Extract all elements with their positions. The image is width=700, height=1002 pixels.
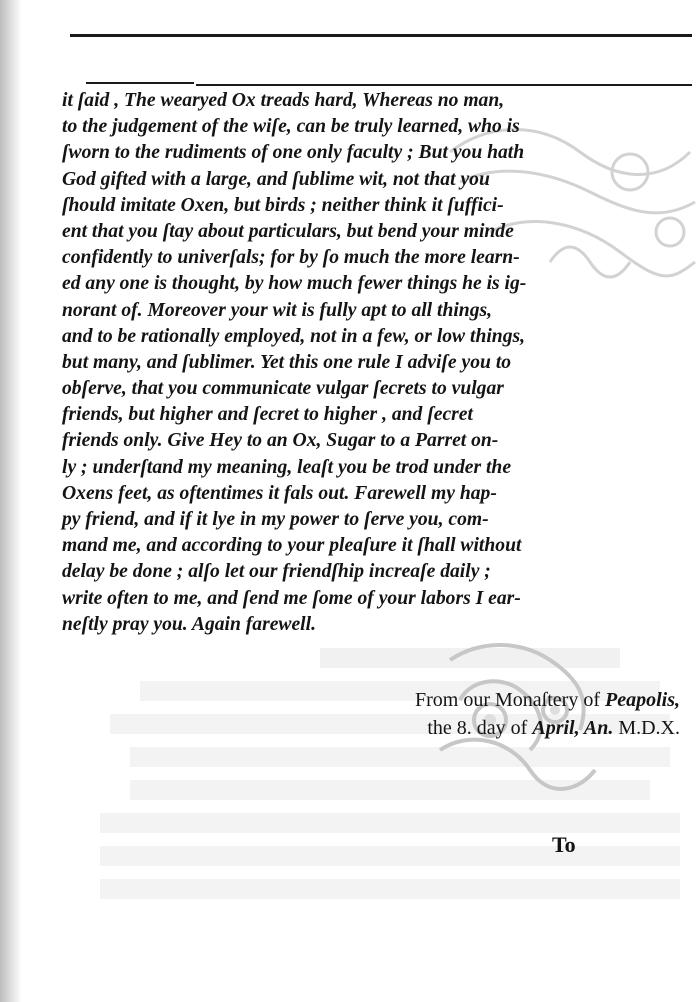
page-edge-shadow	[0, 0, 22, 1002]
text-line: norant of. Moreover your wit is fully apt to all things,	[62, 299, 493, 321]
letter-body	[62, 88, 682, 638]
text-line: it ſaid , The wearyed Ox treads hard, Whereas no man,	[62, 90, 505, 111]
text-line: confidently to univerſals; for by ſo much the more learn-	[62, 247, 520, 269]
header-rule-right	[196, 84, 692, 86]
text-line: mand me, and according to your pleaſure it ſhall without	[62, 535, 522, 557]
text-line: God gifted with a large, and ſublime wit, not that you	[62, 168, 490, 190]
text-line: friends, but higher and ſecret to higher , and ſecret	[62, 404, 473, 426]
dateline-place-italic: Peapolis,	[605, 689, 680, 711]
top-rule	[70, 34, 692, 37]
text-line: ſhould imitate Oxen, but birds ; neither think it ſuffici-	[62, 194, 504, 216]
text-line: write often to me, and ſend me ſome of your labors I ear-	[62, 587, 521, 609]
catchword: To	[552, 832, 576, 857]
dateline-date-prefix: the 8. day of	[427, 717, 533, 739]
text-line: py friend, and if it lye in my power to ſerve you, com-	[62, 509, 489, 530]
dateline	[230, 686, 680, 742]
text-line: and to be rationally employed, not in a few, or low things,	[62, 325, 526, 347]
text-line: to the judgement of the wiſe, can be truly learned, who is	[62, 116, 520, 138]
text-line: ent that you ſtay about particulars, but bend your minde	[62, 220, 514, 242]
text-line: neſtly pray you. Again farewell.	[62, 613, 316, 635]
dateline-date	[230, 714, 680, 742]
text-line: friends only. Give Hey to an Ox, Sugar to a Parret on-	[62, 430, 499, 452]
text-line: delay be done ; alſo let our friendſhip increaſe daily ;	[62, 561, 491, 583]
dateline-date-suffix: M.D.X.	[613, 717, 680, 739]
dateline-place	[230, 686, 680, 714]
text-line: obſerve, that you communicate vulgar ſecrets to vulgar	[62, 378, 504, 400]
text-line: ſworn to the rudiments of one only faculty ; But you hath	[62, 142, 525, 164]
text-line: ed any one is thought, by how much fewer things he is ig-	[62, 273, 527, 295]
header-rule-left	[86, 82, 194, 84]
dateline-date-italic: April, An.	[532, 717, 614, 739]
text-line: Oxens feet, as oftentimes it fals out. Farewell my hap-	[62, 482, 497, 504]
text-line: ly ; underſtand my meaning, leaſt you be trod under the	[62, 456, 512, 478]
dateline-place-roman: From our Monaſtery of	[415, 689, 605, 711]
text-line: but many, and ſublimer. Yet this one rule I adviſe you to	[62, 351, 512, 373]
